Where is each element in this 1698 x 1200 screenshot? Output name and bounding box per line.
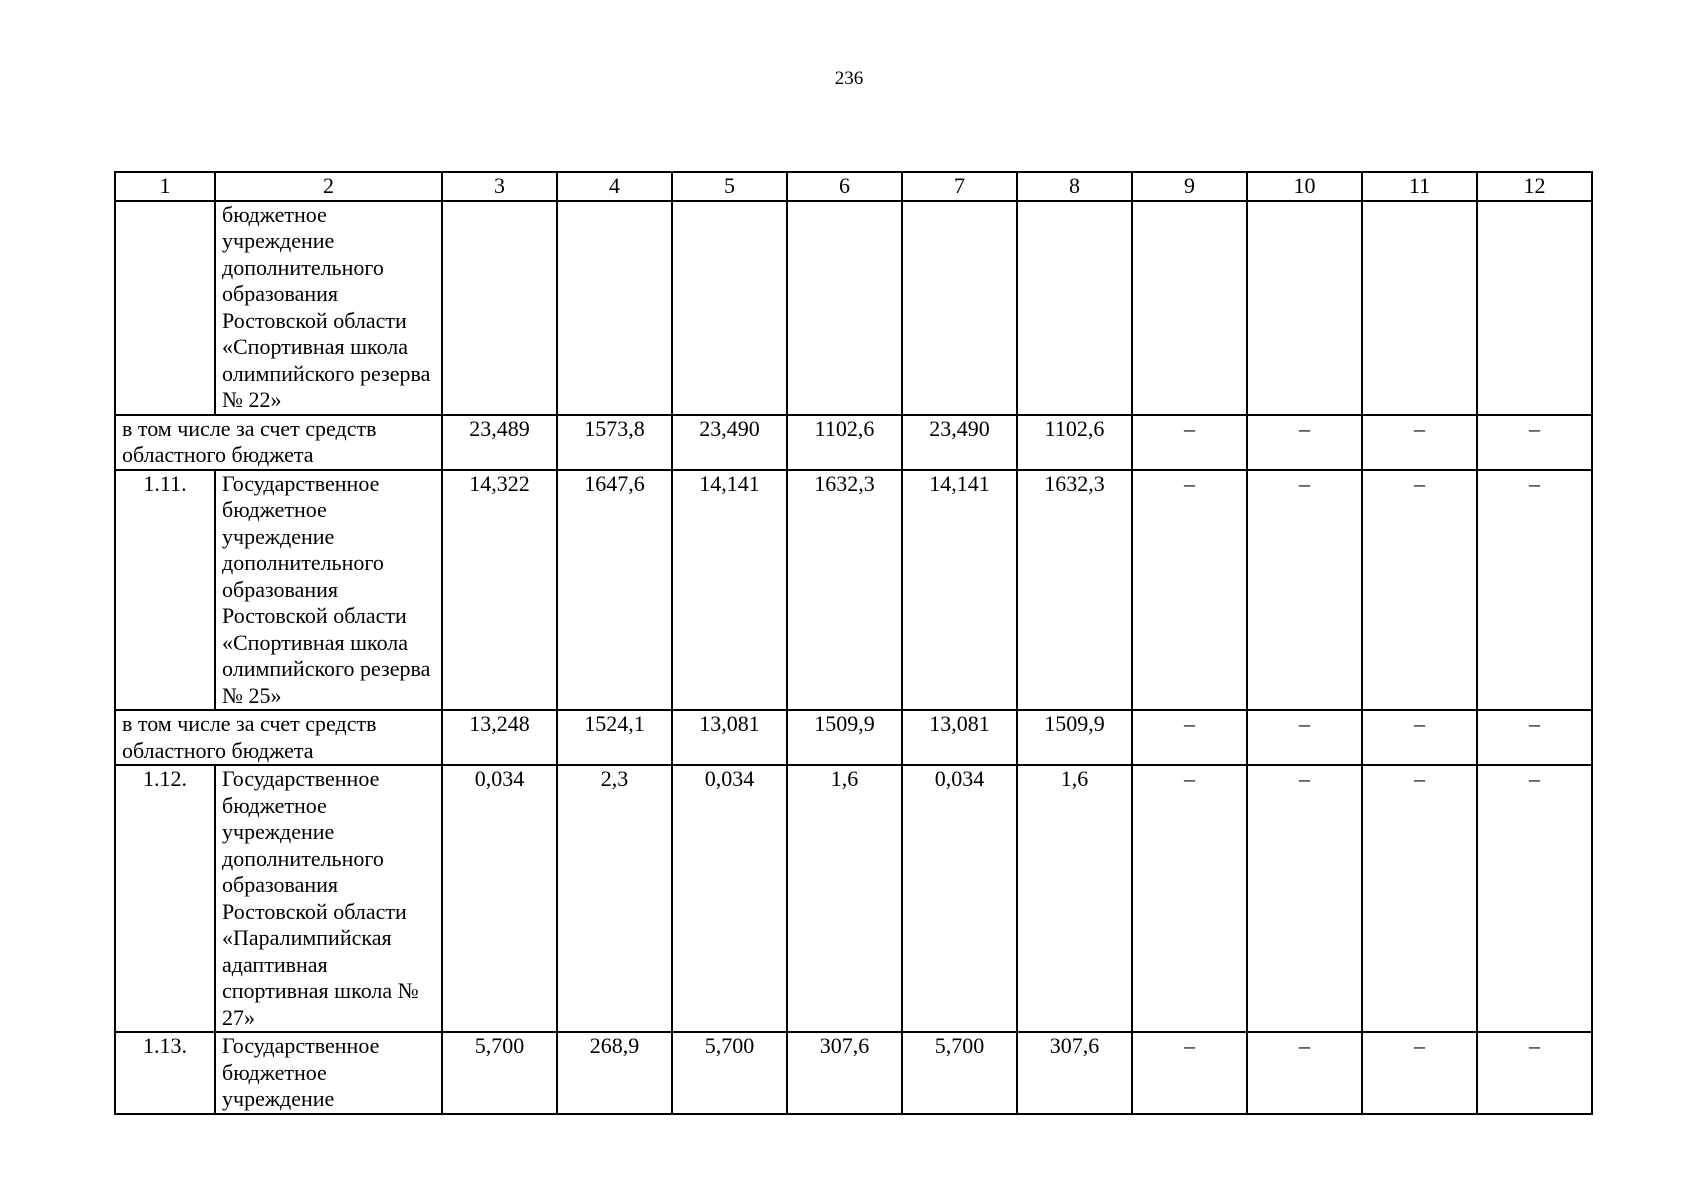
value-cell: – <box>1247 710 1362 765</box>
value-cell <box>1132 201 1247 415</box>
value-cell: 5,700 <box>902 1032 1017 1114</box>
value-cell: 0,034 <box>902 765 1017 1032</box>
institution-name-cell: бюджетное учреждение дополнительного образования Ростовской области «Спортивная школа олимпийского резерва № 22» <box>215 201 442 415</box>
value-cell: 14,141 <box>902 470 1017 711</box>
value-cell: – <box>1247 1032 1362 1114</box>
value-cell: 14,141 <box>672 470 787 711</box>
column-number-cell: 1 <box>115 172 215 201</box>
value-cell: 23,489 <box>442 415 557 470</box>
value-cell: 268,9 <box>557 1032 672 1114</box>
value-cell: 13,081 <box>902 710 1017 765</box>
value-cell <box>672 201 787 415</box>
value-cell: – <box>1362 765 1477 1032</box>
value-cell <box>1017 201 1132 415</box>
value-cell: 1509,9 <box>787 710 902 765</box>
row-number-cell: 1.12. <box>115 765 215 1032</box>
column-number-cell: 6 <box>787 172 902 201</box>
regional-budget-label: в том числе за счет средств областного бюджета <box>115 415 442 470</box>
value-cell: 23,490 <box>672 415 787 470</box>
column-number-cell: 12 <box>1477 172 1592 201</box>
table-row-1-13 <box>115 1032 1592 1114</box>
column-number-cell: 11 <box>1362 172 1477 201</box>
value-cell: – <box>1477 765 1592 1032</box>
value-cell: – <box>1477 710 1592 765</box>
column-number-cell: 2 <box>215 172 442 201</box>
value-cell: 1,6 <box>787 765 902 1032</box>
value-cell: – <box>1362 415 1477 470</box>
value-cell: 0,034 <box>442 765 557 1032</box>
value-cell: – <box>1247 415 1362 470</box>
value-cell: – <box>1132 415 1247 470</box>
value-cell: 307,6 <box>787 1032 902 1114</box>
value-cell: – <box>1362 1032 1477 1114</box>
table-row-1-11 <box>115 470 1592 711</box>
value-cell: 5,700 <box>442 1032 557 1114</box>
value-cell: – <box>1247 470 1362 711</box>
value-cell: – <box>1477 415 1592 470</box>
value-cell: – <box>1477 470 1592 711</box>
column-number-cell: 3 <box>442 172 557 201</box>
value-cell: 23,490 <box>902 415 1017 470</box>
regional-budget-label: в том числе за счет средств областного бюджета <box>115 710 442 765</box>
institution-name-cell: Государственное бюджетное учреждение <box>215 1032 442 1114</box>
row-number-cell: 1.11. <box>115 470 215 711</box>
value-cell <box>557 201 672 415</box>
value-cell: 1509,9 <box>1017 710 1132 765</box>
value-cell: 5,700 <box>672 1032 787 1114</box>
value-cell: 1,6 <box>1017 765 1132 1032</box>
row-number-cell <box>115 201 215 415</box>
value-cell: – <box>1132 470 1247 711</box>
table-row-continued <box>115 201 1592 415</box>
value-cell: 1573,8 <box>557 415 672 470</box>
value-cell <box>787 201 902 415</box>
value-cell: 13,081 <box>672 710 787 765</box>
value-cell: – <box>1362 470 1477 711</box>
value-cell <box>1362 201 1477 415</box>
value-cell <box>1477 201 1592 415</box>
value-cell: 1632,3 <box>787 470 902 711</box>
value-cell: 1102,6 <box>1017 415 1132 470</box>
value-cell: – <box>1132 765 1247 1032</box>
budget-table <box>114 171 1593 1115</box>
column-number-cell: 9 <box>1132 172 1247 201</box>
table-row-regional-budget <box>115 415 1592 470</box>
value-cell <box>902 201 1017 415</box>
column-number-cell: 5 <box>672 172 787 201</box>
column-number-cell: 8 <box>1017 172 1132 201</box>
value-cell <box>1247 201 1362 415</box>
institution-name-cell: Государственное бюджетное учреждение дополнительного образования Ростовской области «Спортивная школа олимпийского резерва № 25» <box>215 470 442 711</box>
column-number-cell: 10 <box>1247 172 1362 201</box>
table-row-regional-budget <box>115 710 1592 765</box>
value-cell: 0,034 <box>672 765 787 1032</box>
value-cell: – <box>1362 710 1477 765</box>
row-number-cell: 1.13. <box>115 1032 215 1114</box>
column-number-row <box>115 172 1592 201</box>
value-cell: 307,6 <box>1017 1032 1132 1114</box>
column-number-cell: 7 <box>902 172 1017 201</box>
column-number-cell: 4 <box>557 172 672 201</box>
institution-name-cell: Государственное бюджетное учреждение дополнительного образования Ростовской области «Паралимпийская адаптивная спортивная школа № 27» <box>215 765 442 1032</box>
value-cell: 14,322 <box>442 470 557 711</box>
value-cell: – <box>1132 1032 1247 1114</box>
value-cell: 1524,1 <box>557 710 672 765</box>
value-cell <box>442 201 557 415</box>
value-cell: – <box>1477 1032 1592 1114</box>
value-cell: 1647,6 <box>557 470 672 711</box>
table-row-1-12 <box>115 765 1592 1032</box>
value-cell: – <box>1132 710 1247 765</box>
value-cell: – <box>1247 765 1362 1032</box>
value-cell: 1102,6 <box>787 415 902 470</box>
value-cell: 13,248 <box>442 710 557 765</box>
value-cell: 2,3 <box>557 765 672 1032</box>
value-cell: 1632,3 <box>1017 470 1132 711</box>
page-number: 236 <box>834 68 864 89</box>
